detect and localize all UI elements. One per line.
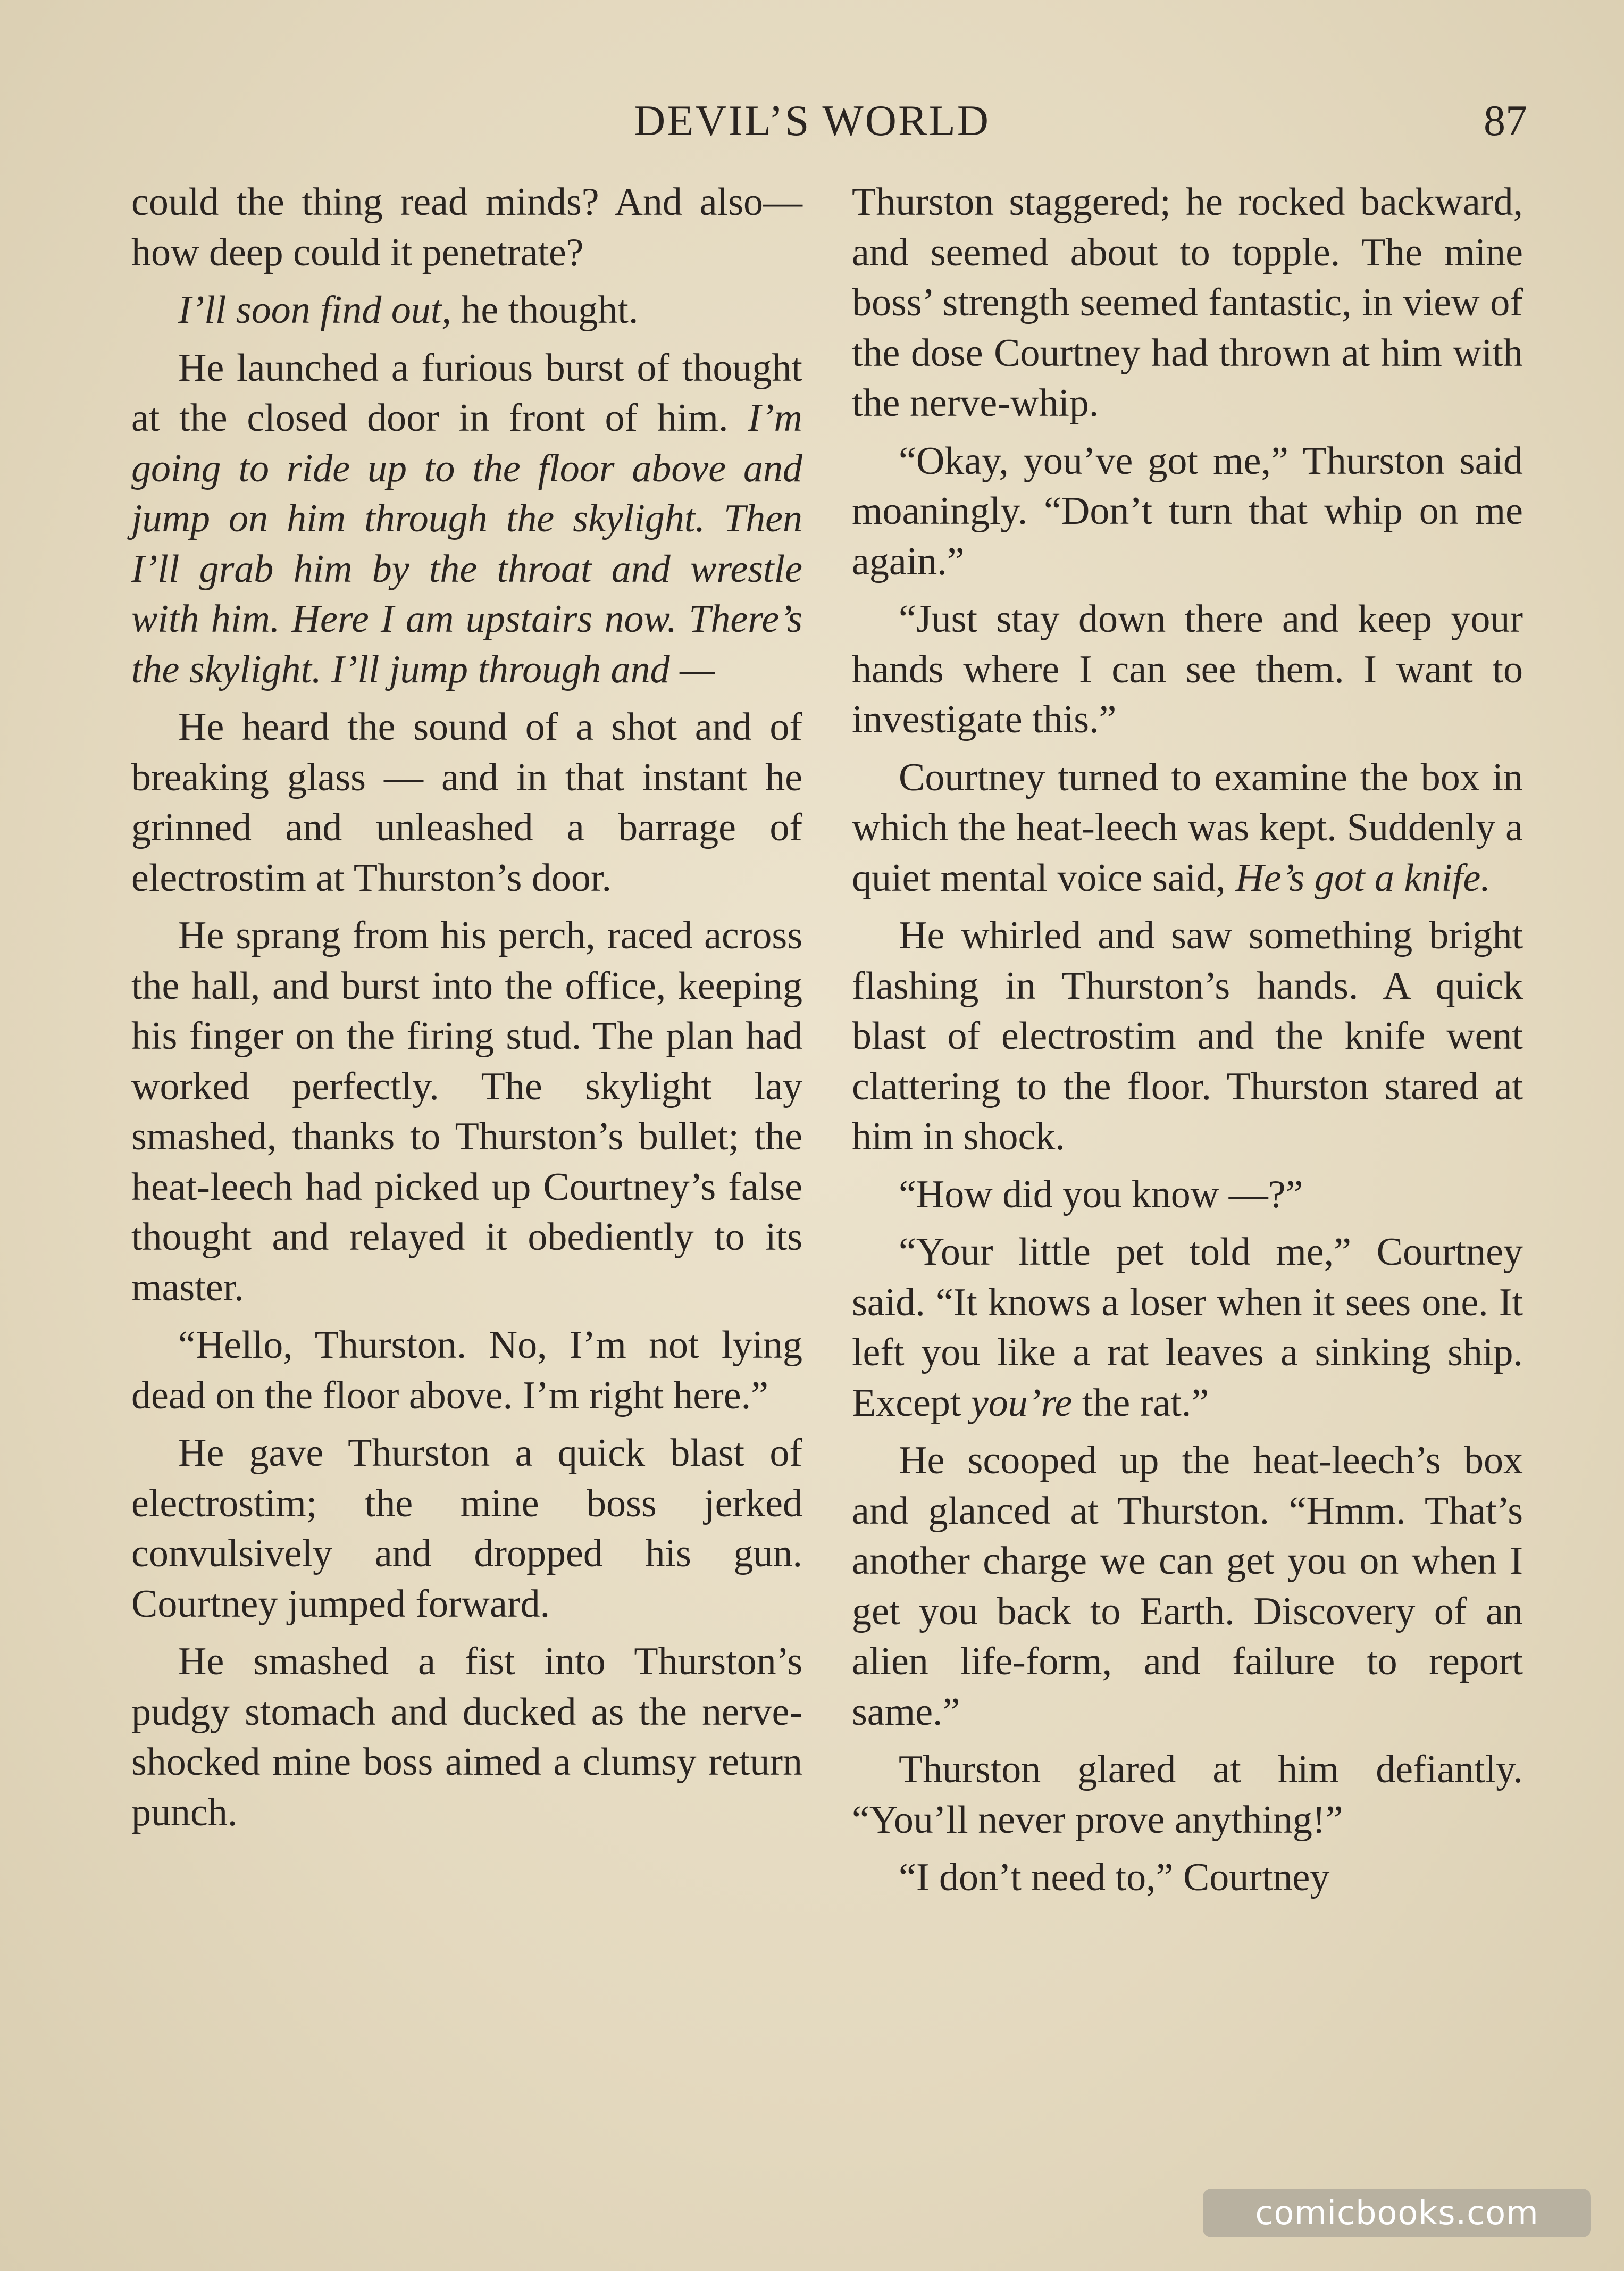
- paragraph-text: “Your little pet told me,” Courtney said. “It knows a loser when it sees one. It left you like a rat leaves a sinking ship. Except: [852, 1230, 1523, 1425]
- paragraph: [852, 1852, 1523, 1903]
- paragraph: [131, 1637, 802, 1838]
- paragraph-italic: you’re: [970, 1381, 1073, 1425]
- paragraph-text: He launched a furious burst of thought at the closed door in front of him.: [131, 346, 802, 440]
- paragraph-text: Courtney turned to examine the box in which the heat-leech was kept. Suddenly a quiet mental voice said,: [852, 755, 1523, 900]
- paragraph-text: He gave Thurston a quick blast of electrostim; the mine boss jerked convulsively and dropped his gun. Courtney jumped forward.: [131, 1431, 802, 1626]
- paragraph: [852, 1170, 1523, 1220]
- paragraph-text: he thought.: [451, 288, 639, 332]
- paragraph-text: “Just stay down there and keep your hands where I can see them. I want to investigate this.”: [852, 597, 1523, 741]
- page-number: 87: [1484, 96, 1527, 145]
- paragraph-text: “Hello, Thurston. No, I’m not lying dead on the floor above. I’m right here.”: [131, 1323, 802, 1417]
- paragraph: [852, 177, 1523, 429]
- paragraph-text: “How did you know —?”: [899, 1172, 1303, 1216]
- paragraph: [131, 177, 802, 278]
- paragraph: [131, 1428, 802, 1629]
- paragraph-italic: I’ll soon find out,: [178, 288, 451, 332]
- paragraph-text: “I don’t need to,” Courtney: [899, 1856, 1330, 1899]
- paragraph-text: “Okay, you’ve got me,” Thurston said moaningly. “Don’t turn that whip on me again.”: [852, 439, 1523, 583]
- paragraph-text: Thurston staggered; he rocked backward, and seemed about to topple. The mine boss’ strength seemed fantastic, in view of the dose Courtney had thrown at him with the nerve-whip.: [852, 180, 1523, 425]
- paragraph: [131, 1320, 802, 1421]
- paragraph-text: He whirled and saw something bright flashing in Thurston’s hands. A quick blast of electrostim and the knife went clattering to the floor. Thurston stared at him in shock.: [852, 914, 1523, 1158]
- paragraph: [131, 911, 802, 1313]
- left-column: [131, 177, 802, 1845]
- paragraph: [852, 911, 1523, 1162]
- paragraph-text: Thurston glared at him defiantly. “You’ll never prove anything!”: [852, 1748, 1523, 1842]
- paragraph: [852, 1744, 1523, 1845]
- paragraph-text: He heard the sound of a shot and of breaking glass — and in that instant he grinned and unleashed a barrage of electrostim at Thurston’s door.: [131, 705, 802, 900]
- paragraph: [852, 753, 1523, 904]
- paragraph: [852, 1435, 1523, 1737]
- paragraph: [131, 285, 802, 336]
- paragraph-text: could the thing read minds? And also—how deep could it penetrate?: [131, 180, 802, 274]
- paragraph-italic: I’m going to ride up to the floor above and jump on him through the skylight. Then I’ll grab him by the throat and wrestle with him. Here I am upstairs now. There’s the skylight. I’ll jump through and —: [131, 396, 802, 691]
- paragraph: [852, 1227, 1523, 1428]
- site-watermark: comicbooks.com: [1203, 2189, 1591, 2237]
- running-head-title: DEVIL’S WORLD: [634, 96, 990, 145]
- paragraph: [852, 436, 1523, 587]
- paragraph-text: He smashed a fist into Thurston’s pudgy stomach and ducked as the nerve-shocked mine boss aimed a clumsy return punch.: [131, 1640, 802, 1834]
- paragraph: [852, 594, 1523, 745]
- paragraph-text-tail: the rat.”: [1072, 1381, 1209, 1425]
- paragraph-text: He sprang from his perch, raced across the hall, and burst into the office, keeping his finger on the firing stud. The plan had worked perfectly. The skylight lay smashed, thanks to Thurston’s bullet; the heat-leech had picked up Courtney’s false thought and relayed it obediently to its master.: [131, 914, 802, 1309]
- paragraph-text: He scooped up the heat-leech’s box and glanced at Thurston. “Hmm. That’s another charge we can get you on when I get you back to Earth. Discovery of an alien life-form, and failure to report same.”: [852, 1439, 1523, 1734]
- paragraph: [131, 343, 802, 695]
- paragraph: [131, 702, 802, 903]
- paragraph-italic: He’s got a knife.: [1235, 856, 1491, 900]
- right-column: [852, 177, 1523, 1910]
